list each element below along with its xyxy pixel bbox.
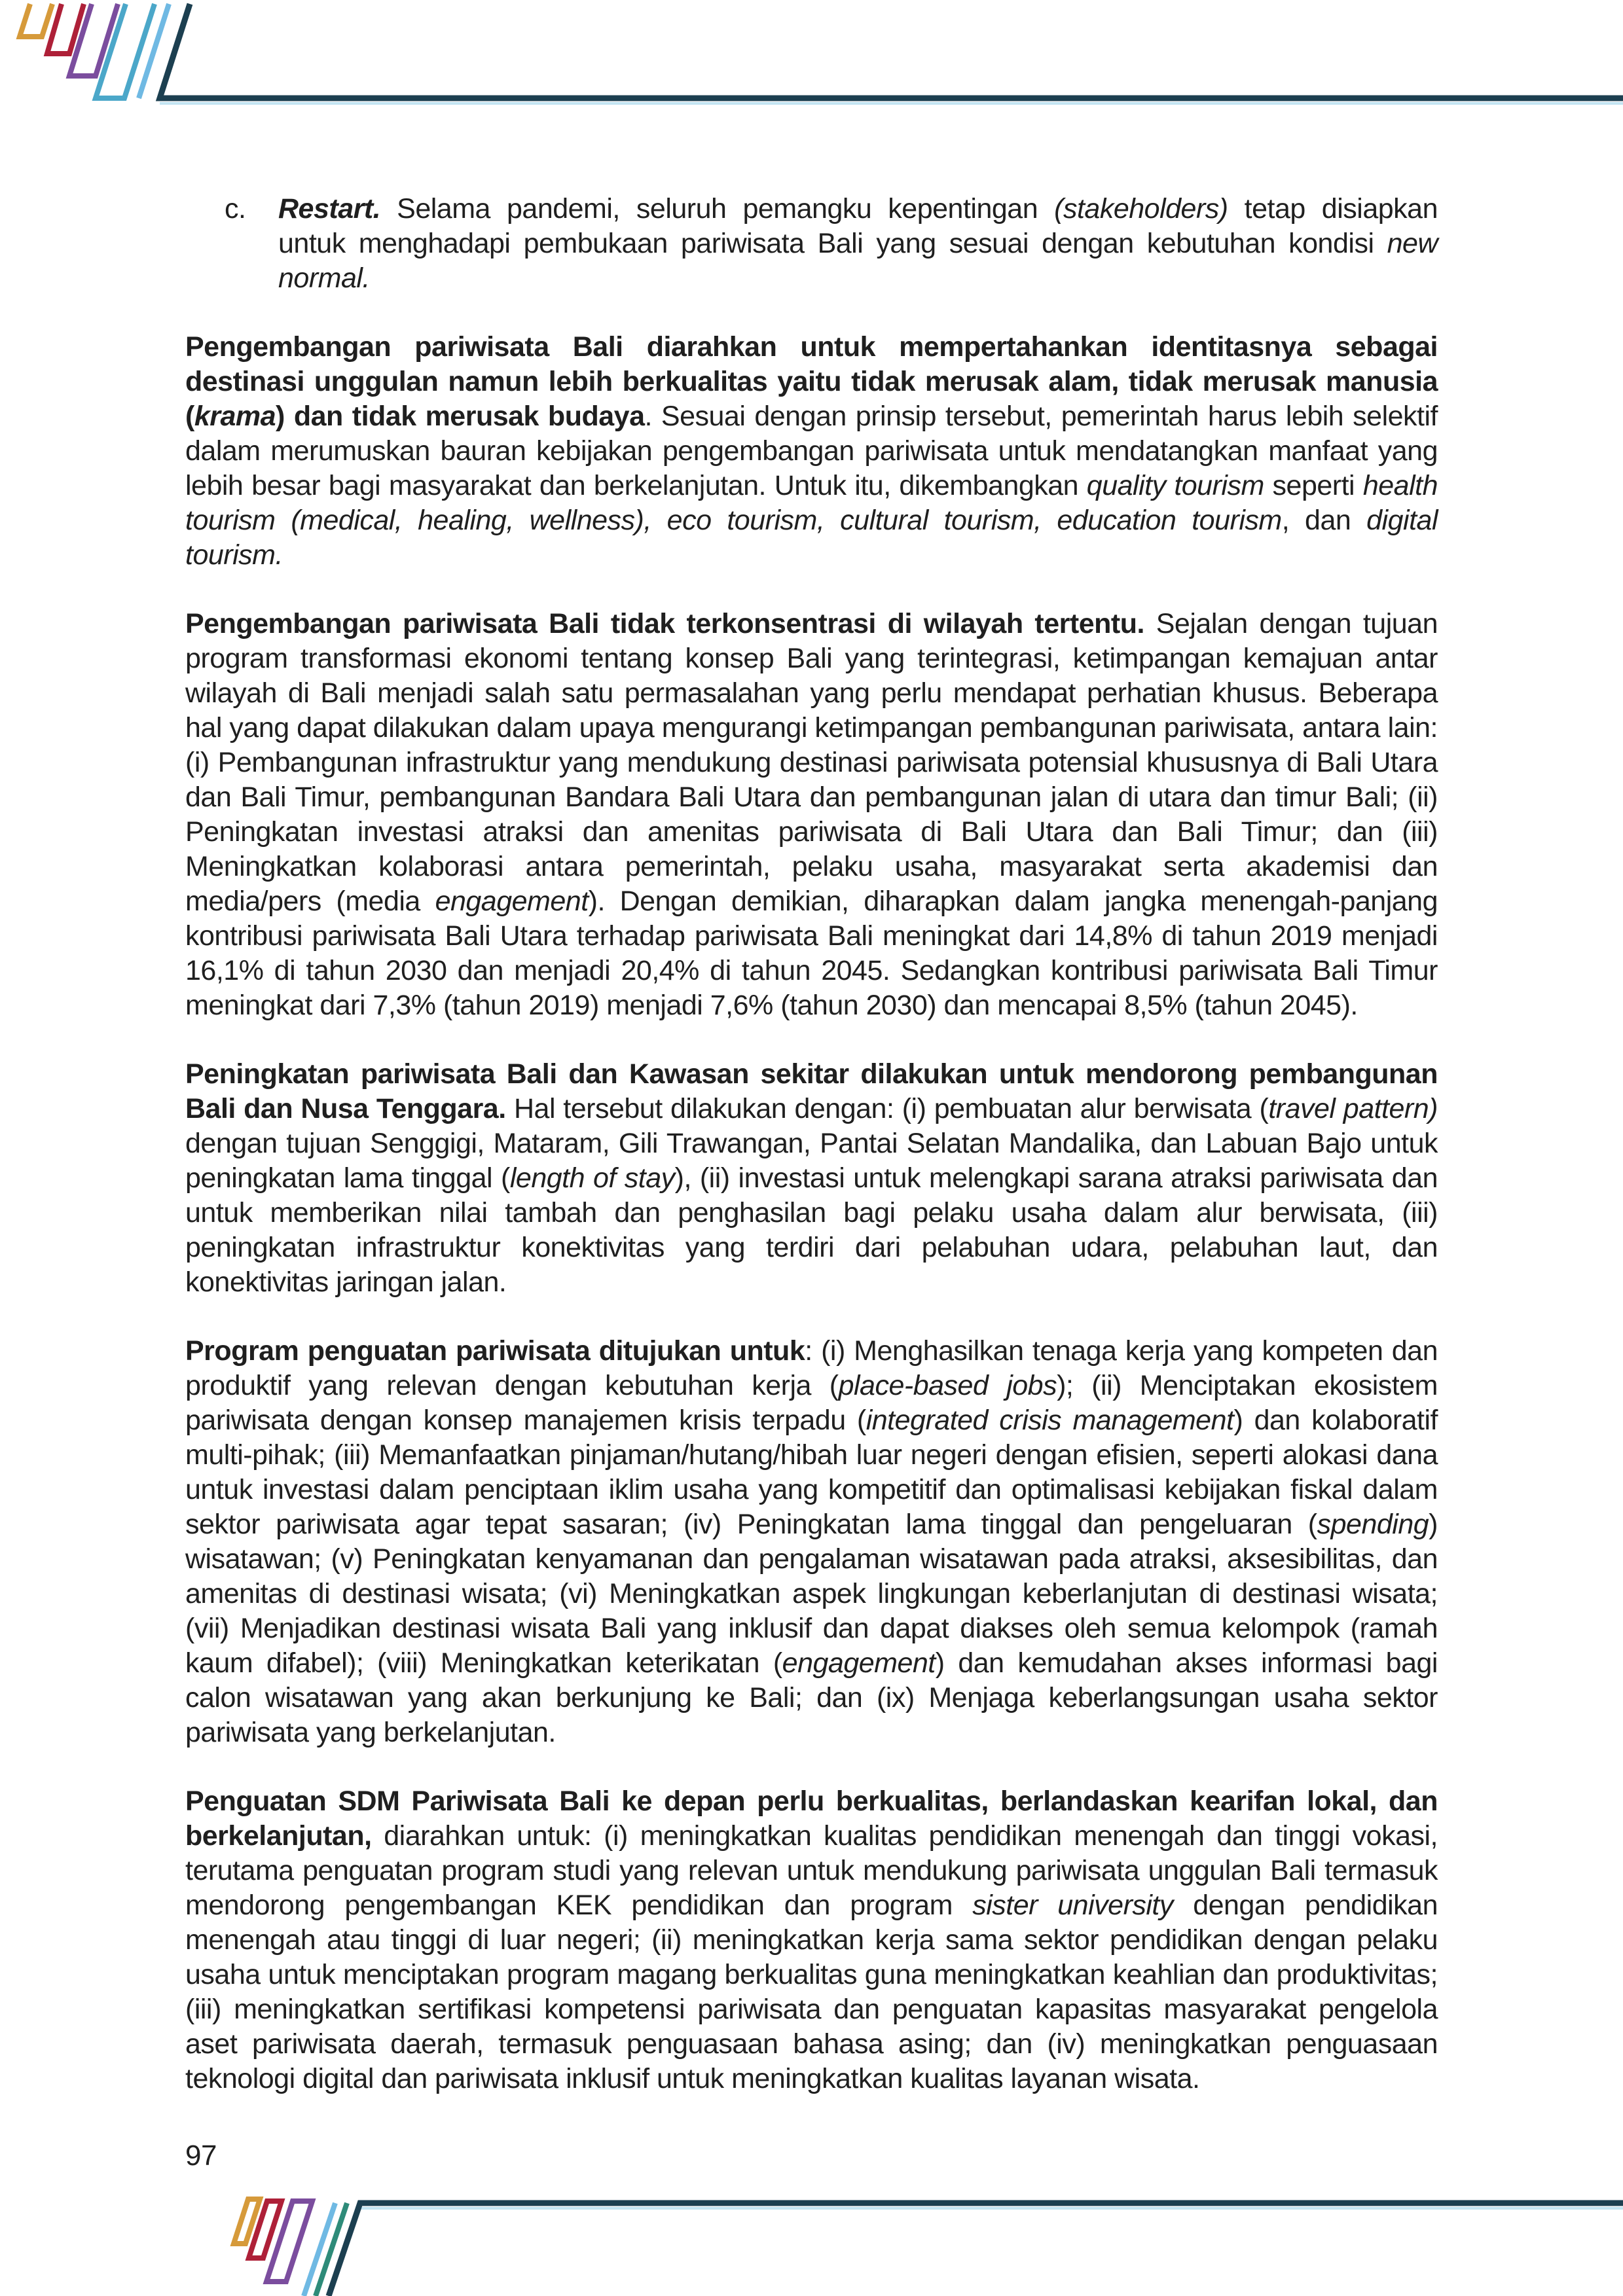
footer-dark-slash-line [329, 2203, 1623, 2296]
page-content [185, 192, 1438, 2173]
header-decoration [0, 0, 1623, 111]
footer-decoration [0, 2172, 1623, 2296]
list-item-label: c. [225, 193, 246, 224]
paragraph-sdm-pariwisata: Penguatan SDM Pariwisata Bali ke depan perlu berkualitas, berlandaskan kearifan lokal, dan berkelanjutan, diarahkan untuk: (i) meningkatkan kualitas pendidikan menengah dan tinggi vokasi, terutama penguatan program studi yang relevan untuk mendukung pariwisata unggulan Bali termasuk mendorong pengembangan KEK pendidikan dan program sister university dengan pendidikan menengah atau tinggi di luar negeri; (ii) meningkatkan kerja sama sektor pendidikan dengan pelaku usaha untuk menciptakan program magang berkualitas guna meningkatkan keahlian dan produktivitas; (iii) meningkatkan sertifikasi kompetensi pariwisata dan penguatan kapasitas masyarakat pengelola aset pariwisata daerah, termasuk penguasaan bahasa asing; dan (iv) meningkatkan penguasaan teknologi digital dan pariwisata inklusif untuk meningkatkan kualitas layanan wisata. [185, 1785, 1438, 2094]
paragraph-strengthening-program: Program penguatan pariwisata ditujukan untuk: (i) Menghasilkan tenaga kerja yang kompeten dan produktif yang relevan dengan kebutuhan kerja (place-based jobs); (ii) Menciptakan ekosistem pariwisata dengan konsep manajemen krisis terpadu (integrated crisis management) dan kolaboratif multi-pihak; (iii) Memanfaatkan pinjaman/hutang/hibah luar negeri dengan efisien, seperti alokasi dana untuk investasi dalam penciptaan iklim usaha yang kompetitif dan optimalisasi kebijakan fiskal dalam sektor pariwisata agar tepat sasaran; (iv) Peningkatan lama tinggal dan pengeluaran (spending) wisatawan; (v) Peningkatan kenyamanan dan pengalaman wisatawan pada atraksi, aksesibilitas, dan amenitas di destinasi wisata; (vi) Meningkatkan aspek lingkungan keberlanjutan di destinasi wisata; (vii) Menjadikan destinasi wisata Bali yang inklusif dan dapat diakses oleh semua kelompok (ramah kaum difabel); (viii) Meningkatkan keterikatan (engagement) dan kemudahan akses informasi bagi calon wisatawan yang akan berkunjung ke Bali; dan (ix) Menjaga keberlangsungan usaha sektor pariwisata yang berkelanjutan. [185, 1335, 1438, 1748]
list-item-c [185, 192, 1438, 296]
page-number: 97 [185, 2140, 217, 2172]
header-orange-bracket [20, 4, 52, 37]
paragraph-development-direction: Pengembangan pariwisata Bali diarahkan untuk mempertahankan identitasnya sebagai destinasi unggulan namun lebih berkualitas yaitu tidak merusak alam, tidak merusak manusia (krama) dan tidak merusak budaya. Sesuai dengan prinsip tersebut, pemerintah harus lebih selektif dalam merumuskan bauran kebijakan pengembangan pariwisata untuk mendatangkan manfaat yang lebih besar bagi masyarakat dan berkelanjutan. Untuk itu, dikembangkan quality tourism seperti health tourism (medical, healing, wellness), eco tourism, cultural tourism, education tourism, dan digital tourism. [185, 331, 1438, 571]
header-purple-bracket [69, 4, 118, 76]
paragraph-bali-nusa-tenggara: Peningkatan pariwisata Bali dan Kawasan sekitar dilakukan untuk mendorong pembangunan Bali dan Nusa Tenggara. Hal tersebut dilakukan dengan: (i) pembuatan alur berwisata (travel pattern) dengan tujuan Senggigi, Mataram, Gili Trawangan, Pantai Selatan Mandalika, dan Labuan Bajo untuk peningkatan lama tinggal (length of stay), (ii) investasi untuk melengkapi sarana atraksi pariwisata dan untuk memberikan nilai tambah dan penghasilan bagi pelaku usaha dalam alur berwisata, (iii) peningkatan infrastruktur konektivitas yang terdiri dari pelabuhan udara, pelabuhan laut, dan konektivitas jaringan jalan. [185, 1058, 1438, 1298]
list-item-text: Restart. Selama pandemi, seluruh pemangku kepentingan (stakeholders) tetap disiapkan untuk menghadapi pembukaan pariwisata Bali yang sesuai dengan kebutuhan kondisi new normal. [278, 193, 1438, 294]
footer-purple-parallelogram [266, 2201, 312, 2282]
paragraph-no-concentration: Pengembangan pariwisata Bali tidak terkonsentrasi di wilayah tertentu. Sejalan dengan tujuan program transformasi ekonomi tentang konsep Bali yang terintegrasi, ketimpangan kemajuan antar wilayah di Bali menjadi salah satu permasalahan yang perlu mendapat perhatian khusus. Beberapa hal yang dapat dilakukan dalam upaya mengurangi ketimpangan pembangunan pariwisata, antara lain: (i) Pembangunan infrastruktur yang mendukung destinasi pariwisata potensial khususnya di Bali Utara dan Bali Timur, pembangunan Bandara Bali Utara dan pembangunan jalan di utara dan timur Bali; (ii) Peningkatan investasi atraksi dan amenitas pariwisata di Bali Utara dan Bali Timur; dan (iii) Meningkatkan kolaborasi antara pemerintah, pelaku usaha, masyarakat serta akademisi dan media/pers (media engagement). Dengan demikian, diharapkan dalam jangka menengah-panjang kontribusi pariwisata Bali Utara terhadap pariwisata Bali meningkat dari 14,8% di tahun 2019 menjadi 16,1% di tahun 2030 dan menjadi 20,4% di tahun 2045. Sedangkan kontribusi pariwisata Bali Timur meningkat dari 7,3% (tahun 2019) menjadi 7,6% (tahun 2030) dan mencapai 8,5% (tahun 2045). [185, 608, 1438, 1021]
header-dark-slash-line [160, 4, 1623, 98]
